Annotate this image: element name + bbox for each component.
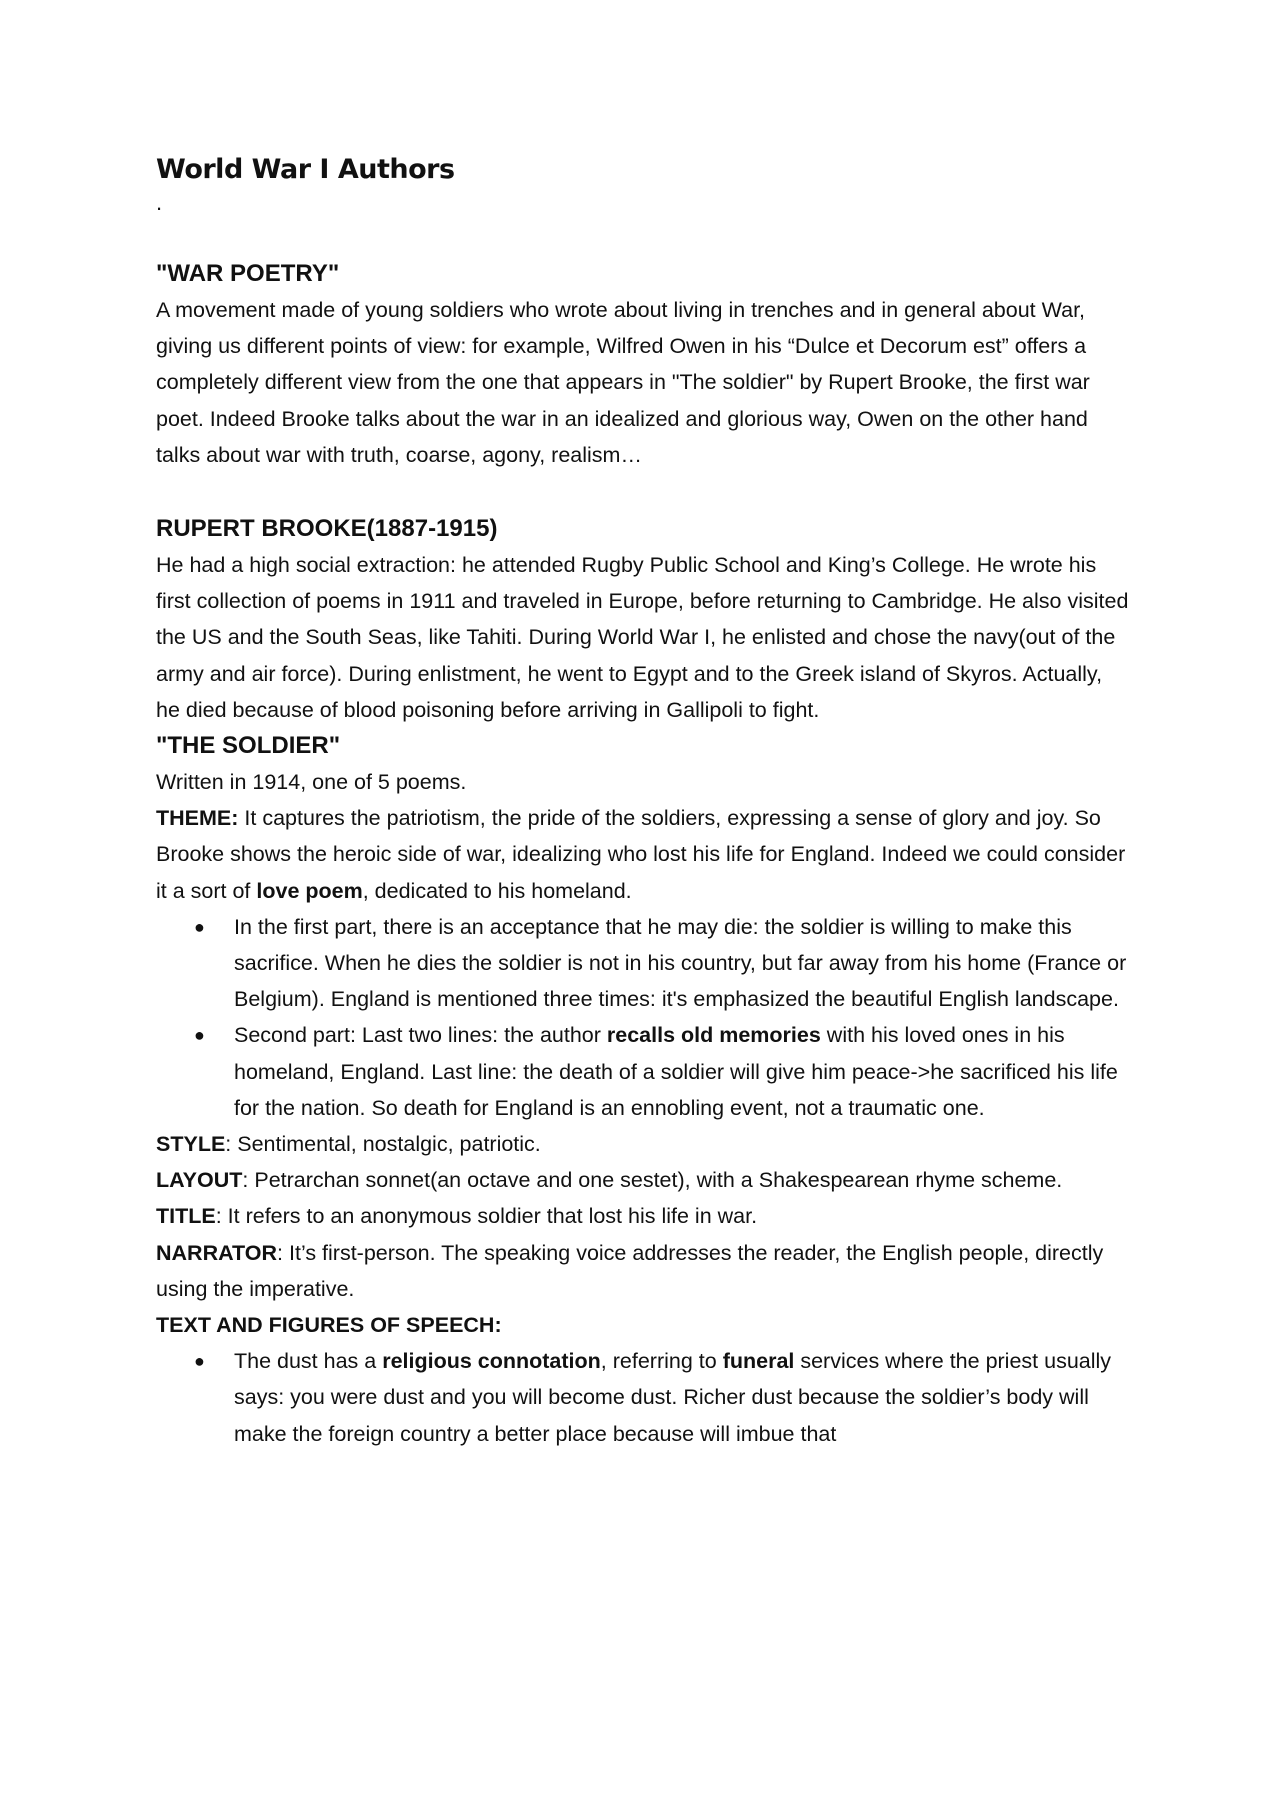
bullet-bold: funeral [722,1349,795,1374]
theme-text-1: It captures the patriotism, the pride of the soldiers, expressing a sense of glory and joy. So Brooke shows the heroic side of war, idealizing who lost his life for England. Indeed we could consider it a sort of [156,806,1126,903]
bullet-text: services where the priest usually says: you were dust and you will become dust. Richer dust because the soldier’s body will make the foreign country a better place because will imbue that [234,1349,1112,1446]
list-item [194,1343,1130,1452]
title-text: : It refers to an anonymous soldier that lost his life in war. [215,1204,758,1229]
page-title: World War I Authors [156,154,455,185]
dot-text: . [156,190,163,215]
bullet-text: The dust has a [234,1349,383,1374]
narrator-line [156,1235,1130,1307]
rupert-brooke-paragraph: He had a high social extraction: he attended Rugby Public School and King’s College. He wrote his first collection of poems in 1911 and traveled in Europe, before returning to Cambridge. He also visited the US and the South Seas, like Tahiti. During World War I, he enlisted and chose the navy(out of the army and air force). During enlistment, he went to Egypt and to the Greek island of Skyros. Actually, he died because of blood poisoning before arriving in Gallipoli to fight. [156,553,1129,722]
style-label: STYLE [156,1132,226,1157]
bullet-text: with his loved ones in his homeland, England. Last line: the death of a soldier will give him peace->he sacrificed his life for the nation. So death for England is an ennobling event, not a traumatic one. [234,1023,1118,1120]
title-line [156,1198,1130,1234]
bullet-text: In the first part, there is an acceptance that he may die: the soldier is willing to make this sacrifice. When he dies the soldier is not in his country, but far away from his home (France or Belgium). England is mentioned three times: it's emphasized the beautiful English landscape. [234,914,1127,1012]
narrator-label: NARRATOR [156,1240,278,1265]
list-item [194,909,1130,1018]
theme-paragraph [156,800,1130,909]
narrator-text: : It’s first-person. The speaking voice addresses the reader, the English people, directly using the imperative. [156,1240,1104,1301]
theme-bold: love poem [256,878,363,903]
figures-label: TEXT AND FIGURES OF SPEECH: [156,1313,502,1338]
bullet-icon: ● [194,916,205,937]
figures-bullet-list [156,1343,1130,1452]
rupert-brooke-heading: RUPERT BROOKE(1887-1915) [156,515,498,543]
bullet-bold: recalls old memories [606,1023,821,1048]
bullet-text: Second part: Last two lines: the author [234,1023,607,1048]
style-text: : Sentimental, nostalgic, patriotic. [225,1132,541,1157]
list-item [194,1017,1130,1126]
theme-label: THEME: [156,806,239,831]
the-soldier-heading: "THE SOLDIER" [156,732,341,760]
figures-heading-line [156,1307,1130,1343]
layout-label: LAYOUT [156,1168,243,1193]
layout-text: : Petrarchan sonnet(an octave and one sestet), with a Shakespearean rhyme scheme. [242,1168,1063,1193]
theme-text-2: , dedicated to his homeland. [362,878,632,903]
section-spacer [156,473,1130,511]
soldier-bullet-list [156,909,1130,1126]
war-poetry-heading: "WAR POETRY" [156,260,340,287]
the-soldier-intro: Written in 1914, one of 5 poems. [156,770,467,795]
war-poetry-paragraph: A movement made of young soldiers who wrote about living in trenches and in general about War, giving us different points of view: for example, Wilfred Owen in his “Dulce et Decorum est” offers a completely different view from the one that appears in "The soldier" by Rupert Brooke, the first war poet. Indeed Brooke talks about the war in an idealized and glorious way, Owen on the other hand talks about war with truth, coarse, agony, realism… [156,298,1090,467]
bullet-bold: religious connotation [382,1349,601,1374]
bullet-icon: ● [194,1351,205,1372]
style-line [156,1126,1130,1162]
bullet-icon: ● [194,1025,205,1046]
layout-line [156,1162,1130,1198]
bullet-text: , referring to [600,1349,723,1374]
title-label: TITLE [156,1204,216,1229]
